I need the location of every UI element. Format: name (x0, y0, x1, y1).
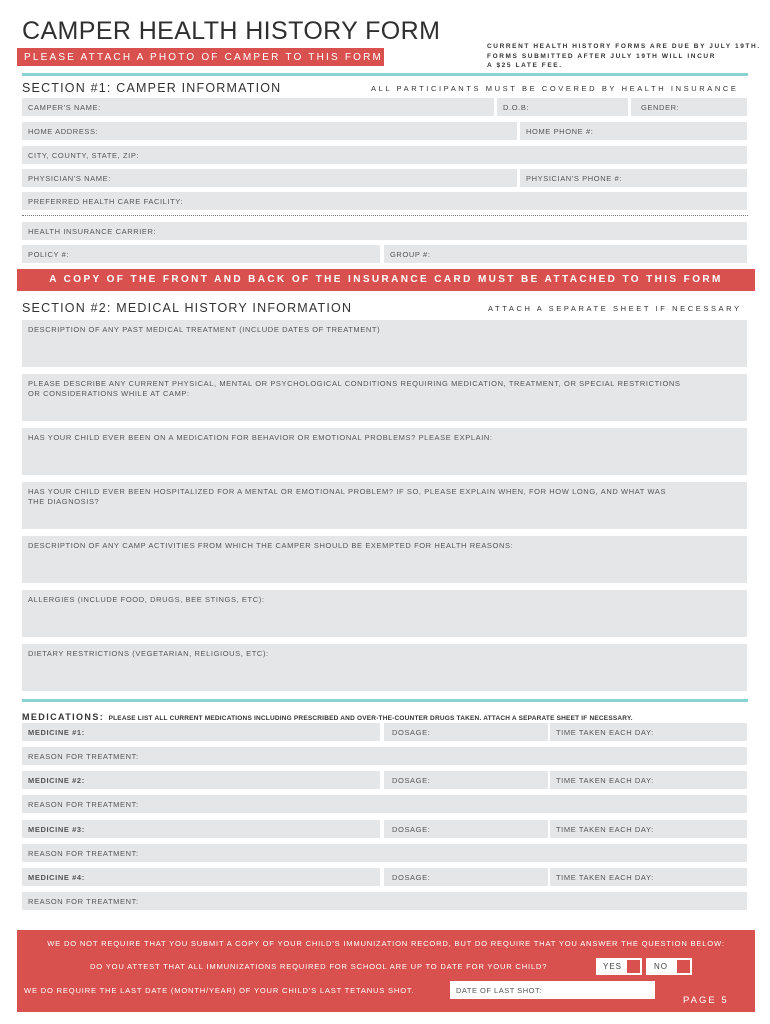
reason-1-label: REASON FOR TREATMENT: (28, 752, 139, 761)
medications-instruction: PLEASE LIST ALL CURRENT MEDICATIONS INCLUDING PRESCRIBED AND OVER-THE-COUNTER DRUGS TAKEN. ATTACH A SEPARATE SHEET IF NECESSARY. (108, 715, 633, 722)
reason-3-label: REASON FOR TREATMENT: (28, 849, 139, 858)
time-2-field[interactable] (550, 771, 747, 789)
time-4-field[interactable] (550, 868, 747, 886)
facility-field[interactable] (22, 192, 747, 210)
deadline-line-1: CURRENT HEALTH HISTORY FORMS ARE DUE BY JULY 19TH. (487, 43, 761, 50)
medicine-4-field[interactable] (22, 868, 380, 886)
past-treatment-field[interactable] (22, 320, 747, 367)
medicine-3-label: MEDICINE #3: (28, 825, 85, 834)
time-3-label: TIME TAKEN EACH DAY: (556, 825, 654, 834)
tetanus-date-label: DATE OF LAST SHOT: (456, 986, 542, 995)
physician-name-field[interactable] (22, 169, 517, 187)
no-checkbox[interactable] (677, 960, 690, 973)
city-label: CITY, COUNTY, STATE, ZIP: (28, 151, 140, 160)
physician-name-label: PHYSICIAN'S NAME: (28, 174, 111, 183)
page-number: PAGE 5 (683, 995, 729, 1006)
reason-3-field[interactable] (22, 844, 747, 862)
divider-top (22, 73, 748, 76)
gender-label: GENDER: (641, 103, 680, 112)
physician-phone-label: PHYSICIAN'S PHONE #: (526, 174, 622, 183)
section1-note: ALL PARTICIPANTS MUST BE COVERED BY HEALTH INSURANCE (371, 84, 739, 93)
immunization-question: DO YOU ATTEST THAT ALL IMMUNIZATIONS REQUIRED FOR SCHOOL ARE UP TO DATE FOR YOUR CHILD? (90, 962, 548, 971)
current-conditions-label-2: OR CONSIDERATIONS WHILE AT CAMP: (28, 389, 190, 398)
hospitalized-label-2: THE DIAGNOSIS? (28, 497, 100, 506)
medications-heading: MEDICATIONS: (22, 712, 105, 722)
policy-label: POLICY #: (28, 250, 70, 259)
policy-field[interactable] (22, 245, 380, 263)
dotted-divider (22, 215, 748, 216)
immunization-line: WE DO NOT REQUIRE THAT YOU SUBMIT A COPY OF YOUR CHILD'S IMMUNIZATION RECORD, BUT DO REQUIRE THAT YOU ANSWER THE QUESTION BELOW: (47, 939, 725, 948)
yes-checkbox[interactable] (627, 960, 640, 973)
behavior-medication-field[interactable] (22, 428, 747, 475)
insurance-banner-text: A COPY OF THE FRONT AND BACK OF THE INSURANCE CARD MUST BE ATTACHED TO THIS FORM (49, 274, 723, 285)
reason-2-label: REASON FOR TREATMENT: (28, 800, 139, 809)
campers-name-label: CAMPER'S NAME: (28, 103, 101, 112)
past-treatment-label: DESCRIPTION OF ANY PAST MEDICAL TREATMENT (INCLUDE DATES OF TREATMENT) (28, 325, 381, 334)
allergies-label: ALLERGIES (INCLUDE FOOD, DRUGS, BEE STINGS, ETC): (28, 595, 265, 604)
section2-note: ATTACH A SEPARATE SHEET IF NECESSARY (488, 304, 742, 313)
deadline-note (487, 42, 761, 71)
facility-label: PREFERRED HEALTH CARE FACILITY: (28, 197, 184, 206)
photo-note-text: PLEASE ATTACH A PHOTO OF CAMPER TO THIS FORM (24, 52, 384, 63)
dob-field[interactable] (497, 98, 628, 116)
divider-medications (22, 699, 748, 702)
current-conditions-field[interactable] (22, 374, 747, 421)
dosage-4-label: DOSAGE: (392, 873, 431, 882)
dietary-label: DIETARY RESTRICTIONS (VEGETARIAN, RELIGIOUS, ETC): (28, 649, 269, 658)
dosage-4-field[interactable] (384, 868, 548, 886)
section2-title: SECTION #2: MEDICAL HISTORY INFORMATION (22, 301, 353, 315)
reason-2-field[interactable] (22, 795, 747, 813)
home-phone-field[interactable] (520, 122, 747, 140)
carrier-label: HEALTH INSURANCE CARRIER: (28, 227, 157, 236)
medicine-2-field[interactable] (22, 771, 380, 789)
exempt-activities-field[interactable] (22, 536, 747, 583)
time-4-label: TIME TAKEN EACH DAY: (556, 873, 654, 882)
time-1-field[interactable] (550, 723, 747, 741)
dosage-1-label: DOSAGE: (392, 728, 431, 737)
medicine-2-label: MEDICINE #2: (28, 776, 85, 785)
campers-name-field[interactable] (22, 98, 494, 116)
time-2-label: TIME TAKEN EACH DAY: (556, 776, 654, 785)
medicine-1-field[interactable] (22, 723, 380, 741)
dosage-3-label: DOSAGE: (392, 825, 431, 834)
reason-4-field[interactable] (22, 892, 747, 910)
home-address-label: HOME ADDRESS: (28, 127, 99, 136)
no-label: NO (654, 962, 668, 971)
section1-title: SECTION #1: CAMPER INFORMATION (22, 81, 282, 95)
medicine-1-label: MEDICINE #1: (28, 728, 85, 737)
dietary-field[interactable] (22, 644, 747, 691)
time-3-field[interactable] (550, 820, 747, 838)
home-address-field[interactable] (22, 122, 517, 140)
reason-4-label: REASON FOR TREATMENT: (28, 897, 139, 906)
city-field[interactable] (22, 146, 747, 164)
photo-note-banner (17, 48, 384, 66)
medicine-3-field[interactable] (22, 820, 380, 838)
yes-label: YES (603, 962, 623, 971)
dosage-3-field[interactable] (384, 820, 548, 838)
reason-1-field[interactable] (22, 747, 747, 765)
hospitalized-field[interactable] (22, 482, 747, 529)
medicine-4-label: MEDICINE #4: (28, 873, 85, 882)
deadline-line-2: FORMS SUBMITTED AFTER JULY 19TH WILL INCUR (487, 52, 716, 60)
dosage-2-field[interactable] (384, 771, 548, 789)
tetanus-date-field[interactable] (450, 981, 655, 999)
dosage-1-field[interactable] (384, 723, 548, 741)
yes-option[interactable] (596, 958, 642, 975)
hospitalized-label-1: HAS YOUR CHILD EVER BEEN HOSPITALIZED FOR A MENTAL OR EMOTIONAL PROBLEM? IF SO, PLEASE EXPLAIN WHEN, FOR HOW LONG, AND WHAT WAS (28, 487, 667, 496)
form-title: CAMPER HEALTH HISTORY FORM (22, 17, 441, 45)
dosage-2-label: DOSAGE: (392, 776, 431, 785)
deadline-line-3: A $25 LATE FEE. (487, 62, 563, 69)
home-phone-label: HOME PHONE #: (526, 127, 594, 136)
no-option[interactable] (646, 958, 692, 975)
current-conditions-label-1: PLEASE DESCRIBE ANY CURRENT PHYSICAL, MENTAL OR PSYCHOLOGICAL CONDITIONS REQUIRING MEDICATION, TREATMENT, OR SPECIAL RESTRICTIONS (28, 379, 681, 388)
exempt-activities-label: DESCRIPTION OF ANY CAMP ACTIVITIES FROM WHICH THE CAMPER SHOULD BE EXEMPTED FOR HEALTH REASONS: (28, 541, 514, 550)
time-1-label: TIME TAKEN EACH DAY: (556, 728, 654, 737)
gender-field[interactable] (631, 98, 747, 116)
physician-phone-field[interactable] (520, 169, 747, 187)
behavior-medication-label: HAS YOUR CHILD EVER BEEN ON A MEDICATION FOR BEHAVIOR OR EMOTIONAL PROBLEMS? PLEASE EXPLAIN: (28, 433, 493, 442)
carrier-field[interactable] (22, 222, 747, 240)
insurance-banner (17, 269, 755, 291)
group-label: GROUP #: (390, 250, 431, 259)
tetanus-line: WE DO REQUIRE THE LAST DATE (MONTH/YEAR) OF YOUR CHILD'S LAST TETANUS SHOT. (24, 986, 415, 995)
group-field[interactable] (384, 245, 747, 263)
dob-label: D.O.B: (503, 103, 530, 112)
allergies-field[interactable] (22, 590, 747, 637)
